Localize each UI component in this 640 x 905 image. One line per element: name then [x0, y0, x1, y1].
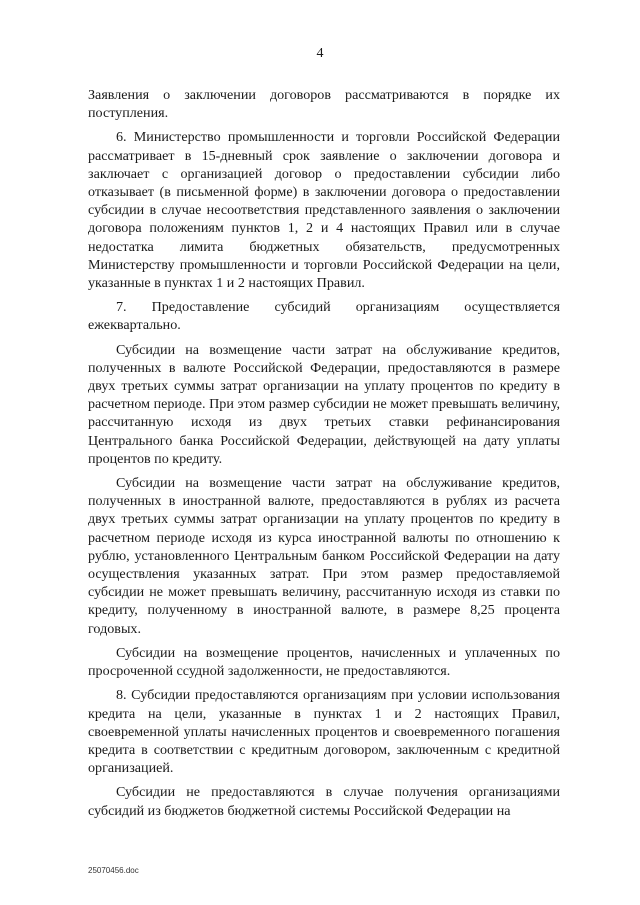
file-name-footer: 25070456.doc [88, 866, 139, 875]
paragraph-3: 7. Предоставление субсидий организациям осуществляется ежеквартально. [88, 299, 560, 334]
document-body [88, 86, 560, 826]
paragraph-2: 6. Министерство промышленности и торговли Российской Федерации рассматривает в 15-дневный срок заявление о заключении договора и заключает с организацией договор о предоставлении субсидии либо отказывает (в письменной форме) в заключении договора о предоставлении субсидии в случае несоответствия представленного заявления о заключении договора положениям пунктов 1, 2 и 4 настоящих Правил или в случае недостатка лимита бюджетных обязательств, предусмотренных Министерству промышленности и торговли Российской Федерации на цели, указанные в пунктах 1 и 2 настоящих Правил. [88, 129, 560, 292]
paragraph-1: Заявления о заключении договоров рассматриваются в порядке их поступления. [88, 87, 560, 122]
page-number: 4 [316, 46, 324, 61]
paragraph-6: Субсидии на возмещение процентов, начисленных и уплаченных по просроченной ссудной задолженности, не предоставляются. [88, 644, 560, 680]
paragraph-5: Субсидии на возмещение части затрат на обслуживание кредитов, полученных в иностранной валюте, предоставляются в рублях из расчета двух третьих суммы затрат организации на уплату процентов по кредиту в расчетном периоде исходя из курса иностранной валюты по отношению к рублю, установленного Центральным банком Российской Федерации на дату осуществления указанных затрат. При этом размер предоставляемой субсидии не может превышать величину, рассчитанную исходя из ставки по кредиту, полученному в иностранной валюте, в размере 8,25 процента годовых. [88, 475, 560, 637]
paragraph-8: Субсидии не предоставляются в случае получения организациями субсидий из бюджетов бюджетной системы Российской Федерации на [88, 784, 560, 819]
paragraph-4: Субсидии на возмещение части затрат на обслуживание кредитов, полученных в валюте Российской Федерации, предоставляются в размере двух третьих суммы затрат организации на уплату процентов по кредиту в расчетном периоде. При этом размер субсидии не может превышать величину, рассчитанную исходя из двух третьих ставки рефинансирования Центрального банка Российской Федерации, действующей на дату уплаты процентов по кредиту. [88, 341, 560, 467]
paragraph-7: 8. Субсидии предоставляются организациям при условии использования кредита на цели, указанные в пунктах 1 и 2 настоящих Правил, своевременной уплаты начисленных процентов и своевременного погашения кредита в соответствии с кредитным договором, заключенным с кредитной организацией. [88, 687, 560, 777]
